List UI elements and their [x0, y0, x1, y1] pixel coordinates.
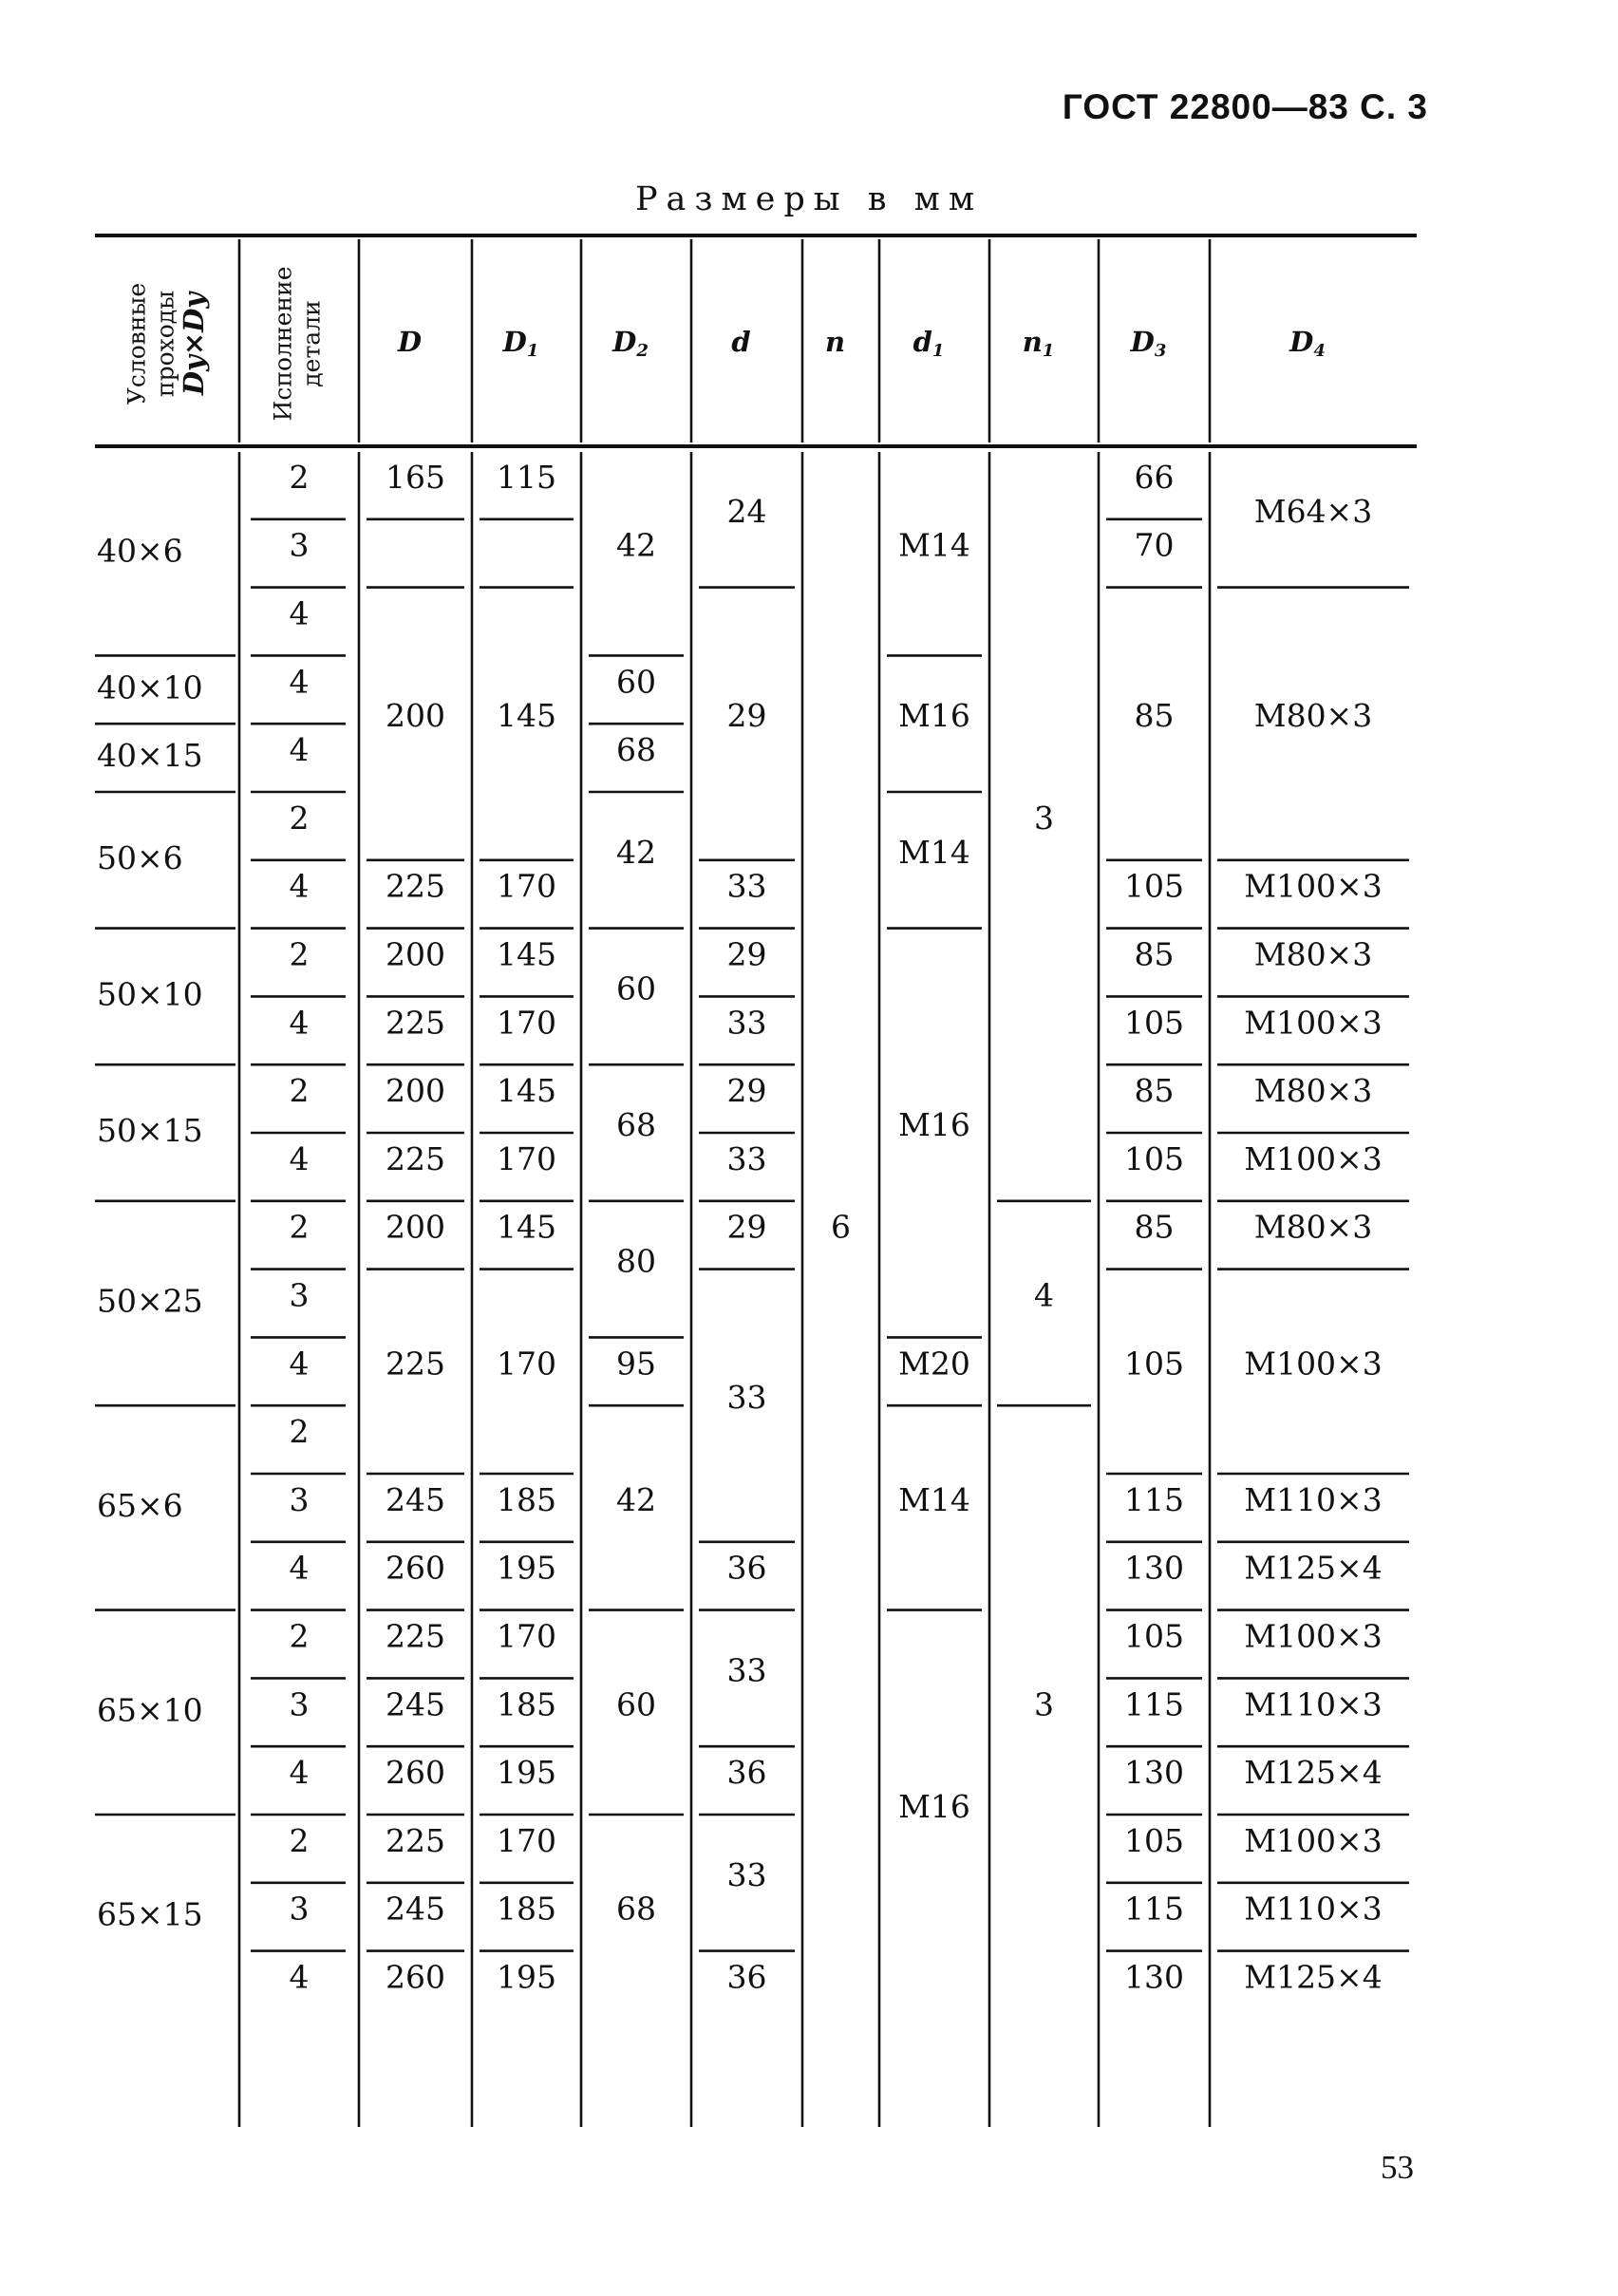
d-value: 33: [726, 1651, 767, 1689]
D1-value: 185: [497, 1685, 556, 1723]
conditional-passage-label: 65×6: [97, 1486, 183, 1524]
D3-value: 105: [1124, 1617, 1184, 1655]
header-conditional-passages: [123, 283, 211, 405]
D1-value: 195: [497, 1549, 556, 1587]
D3-value: 105: [1124, 1345, 1184, 1383]
D-value: 165: [386, 458, 445, 496]
header-D1: $D_1$: [502, 326, 539, 361]
D1-value: 115: [497, 458, 556, 496]
D4-value: M100×3: [1244, 1617, 1383, 1655]
detail-variant-value: 4: [289, 731, 310, 769]
d-value: 29: [726, 935, 767, 973]
D4-value: M100×3: [1244, 1345, 1383, 1383]
conditional-passage-label: 40×6: [97, 532, 183, 570]
D-value: 260: [386, 1958, 445, 1996]
conditional-passage-label: 65×15: [97, 1895, 203, 1933]
d-value: 36: [726, 1549, 767, 1587]
D-value: 200: [386, 1208, 445, 1246]
conditional-passage-label: 65×10: [97, 1691, 203, 1729]
D4-value: M125×4: [1244, 1754, 1383, 1792]
D-value: 225: [386, 1345, 445, 1383]
header-D: D: [397, 326, 423, 358]
d1-value: M14: [898, 526, 970, 564]
D4-value: M100×3: [1244, 867, 1383, 905]
d1-value: M20: [898, 1345, 970, 1383]
D-value: 245: [386, 1480, 445, 1518]
D4-value: M64×3: [1253, 492, 1373, 530]
d-value: 33: [726, 867, 767, 905]
detail-variant-value: 4: [289, 663, 310, 701]
D4-value: M100×3: [1244, 1139, 1383, 1177]
D4-value: M80×3: [1253, 697, 1373, 735]
detail-variant-value: 4: [289, 1754, 310, 1792]
D3-value: 105: [1124, 1139, 1184, 1177]
D1-value: 145: [497, 1208, 556, 1246]
D-value: 245: [386, 1890, 445, 1928]
header-D3: $D_3$: [1130, 326, 1167, 361]
D3-value: 85: [1134, 697, 1175, 735]
d-value: 33: [726, 1139, 767, 1177]
D-value: 225: [386, 1139, 445, 1177]
detail-variant-value: 4: [289, 1139, 310, 1177]
d-value: 33: [726, 1379, 767, 1417]
D-value: 200: [386, 1072, 445, 1110]
conditional-passage-label: 50×25: [97, 1282, 203, 1320]
detail-variant-value: 3: [289, 1890, 310, 1928]
conditional-passage-label: 50×15: [97, 1112, 203, 1149]
D2-value: 60: [616, 663, 656, 701]
D-value: 260: [386, 1754, 445, 1792]
D-value: 225: [386, 1821, 445, 1859]
D1-value: 195: [497, 1958, 556, 1996]
d-value: 29: [726, 697, 767, 735]
header-D4: $D_4$: [1289, 326, 1326, 361]
D3-value: 105: [1124, 867, 1184, 905]
D4-value: M125×4: [1244, 1549, 1383, 1587]
D3-value: 66: [1134, 458, 1175, 496]
header-text: детали: [297, 300, 326, 387]
D2-value: 60: [616, 1685, 656, 1723]
d-value: 29: [726, 1208, 767, 1246]
D3-value: 105: [1124, 1821, 1184, 1859]
D-value: 225: [386, 1004, 445, 1042]
header-text: Dy×Dy: [178, 292, 210, 396]
header-D2: $D_2$: [612, 326, 649, 361]
D1-value: 145: [497, 697, 556, 735]
D1-value: 170: [497, 867, 556, 905]
detail-variant-value: 4: [289, 867, 310, 905]
page-number: 53: [1381, 2149, 1414, 2186]
page-header: ГОСТ 22800—83 С. 3: [1062, 87, 1428, 126]
D2-value: 68: [616, 1106, 656, 1143]
D3-value: 115: [1124, 1890, 1184, 1928]
detail-variant-value: 3: [289, 1685, 310, 1723]
d1-value: M14: [898, 833, 970, 871]
detail-variant-value: 4: [289, 1958, 310, 1996]
conditional-passage-label: 50×10: [97, 975, 203, 1013]
header-n1: $n_1$: [1022, 326, 1055, 361]
D2-value: 95: [616, 1345, 656, 1383]
detail-variant-value: 4: [289, 1549, 310, 1587]
detail-variant-value: 2: [289, 1413, 310, 1451]
d-value: 33: [726, 1004, 767, 1042]
d1-value: M16: [898, 1106, 970, 1143]
D1-value: 170: [497, 1004, 556, 1042]
detail-variant-value: 3: [289, 526, 310, 564]
d-value: 29: [726, 1072, 767, 1110]
header-d1: $d_1$: [912, 326, 945, 361]
D4-value: M100×3: [1244, 1821, 1383, 1859]
header-detail-variant: [270, 267, 326, 422]
D1-value: 145: [497, 935, 556, 973]
n1-value: 3: [1034, 799, 1054, 837]
D3-value: 105: [1124, 1004, 1184, 1042]
header-text: Исполнение: [269, 266, 297, 422]
n-value: 6: [831, 1208, 851, 1246]
detail-variant-value: 2: [289, 1617, 310, 1655]
D1-value: 170: [497, 1345, 556, 1383]
header-text: Условные: [122, 282, 151, 405]
d1-value: M16: [898, 1788, 970, 1825]
detail-variant-value: 2: [289, 935, 310, 973]
D3-value: 85: [1134, 1072, 1175, 1110]
units-caption: Размеры в мм: [634, 180, 984, 218]
D1-value: 195: [497, 1754, 556, 1792]
D3-value: 130: [1124, 1549, 1184, 1587]
d-value: 33: [726, 1855, 767, 1893]
D3-value: 85: [1134, 1208, 1175, 1246]
d1-value: M14: [898, 1480, 970, 1518]
header-n: n: [824, 326, 846, 358]
D4-value: M80×3: [1253, 1208, 1373, 1246]
d1-value: M16: [898, 697, 970, 735]
detail-variant-value: 3: [289, 1276, 310, 1314]
conditional-passage-label: 40×10: [97, 668, 203, 706]
detail-variant-value: 2: [289, 1072, 310, 1110]
detail-variant-value: 2: [289, 1821, 310, 1859]
D2-value: 42: [616, 1480, 656, 1518]
D1-value: 170: [497, 1139, 556, 1177]
D2-value: 68: [616, 1890, 656, 1928]
D-value: 245: [386, 1685, 445, 1723]
D-value: 200: [386, 935, 445, 973]
D3-value: 115: [1124, 1685, 1184, 1723]
detail-variant-value: 4: [289, 1004, 310, 1042]
D1-value: 170: [497, 1821, 556, 1859]
d-value: 36: [726, 1958, 767, 1996]
D2-value: 68: [616, 731, 656, 769]
detail-variant-value: 2: [289, 1208, 310, 1246]
detail-variant-value: 4: [289, 1345, 310, 1383]
detail-variant-value: 2: [289, 458, 310, 496]
D1-value: 170: [497, 1617, 556, 1655]
D4-value: M80×3: [1253, 935, 1373, 973]
D4-value: M110×3: [1244, 1685, 1383, 1723]
conditional-passage-label: 50×6: [97, 838, 183, 876]
D2-value: 42: [616, 526, 656, 564]
D3-value: 85: [1134, 935, 1175, 973]
header-text: проходы: [151, 290, 179, 398]
D-value: 225: [386, 1617, 445, 1655]
D1-value: 185: [497, 1890, 556, 1928]
D-value: 225: [386, 867, 445, 905]
D2-value: 60: [616, 969, 656, 1007]
detail-variant-value: 2: [289, 799, 310, 837]
D4-value: M80×3: [1253, 1072, 1373, 1110]
D4-value: M110×3: [1244, 1480, 1383, 1518]
n1-value: 4: [1034, 1276, 1054, 1314]
D3-value: 130: [1124, 1754, 1184, 1792]
D3-value: 115: [1124, 1480, 1184, 1518]
d-value: 36: [726, 1754, 767, 1792]
detail-variant-value: 4: [289, 594, 310, 632]
detail-variant-value: 3: [289, 1480, 310, 1518]
D2-value: 42: [616, 833, 656, 871]
D2-value: 80: [616, 1242, 656, 1280]
conditional-passage-label: 40×15: [97, 737, 203, 775]
D1-value: 145: [497, 1072, 556, 1110]
header-d: d: [731, 326, 751, 358]
D4-value: M125×4: [1244, 1958, 1383, 1996]
D1-value: 185: [497, 1480, 556, 1518]
D-value: 200: [386, 697, 445, 735]
D3-value: 70: [1134, 526, 1175, 564]
n1-value: 3: [1034, 1685, 1054, 1723]
D-value: 260: [386, 1549, 445, 1587]
d-value: 24: [726, 492, 767, 530]
D3-value: 130: [1124, 1958, 1184, 1996]
D4-value: M110×3: [1244, 1890, 1383, 1928]
D4-value: M100×3: [1244, 1004, 1383, 1042]
